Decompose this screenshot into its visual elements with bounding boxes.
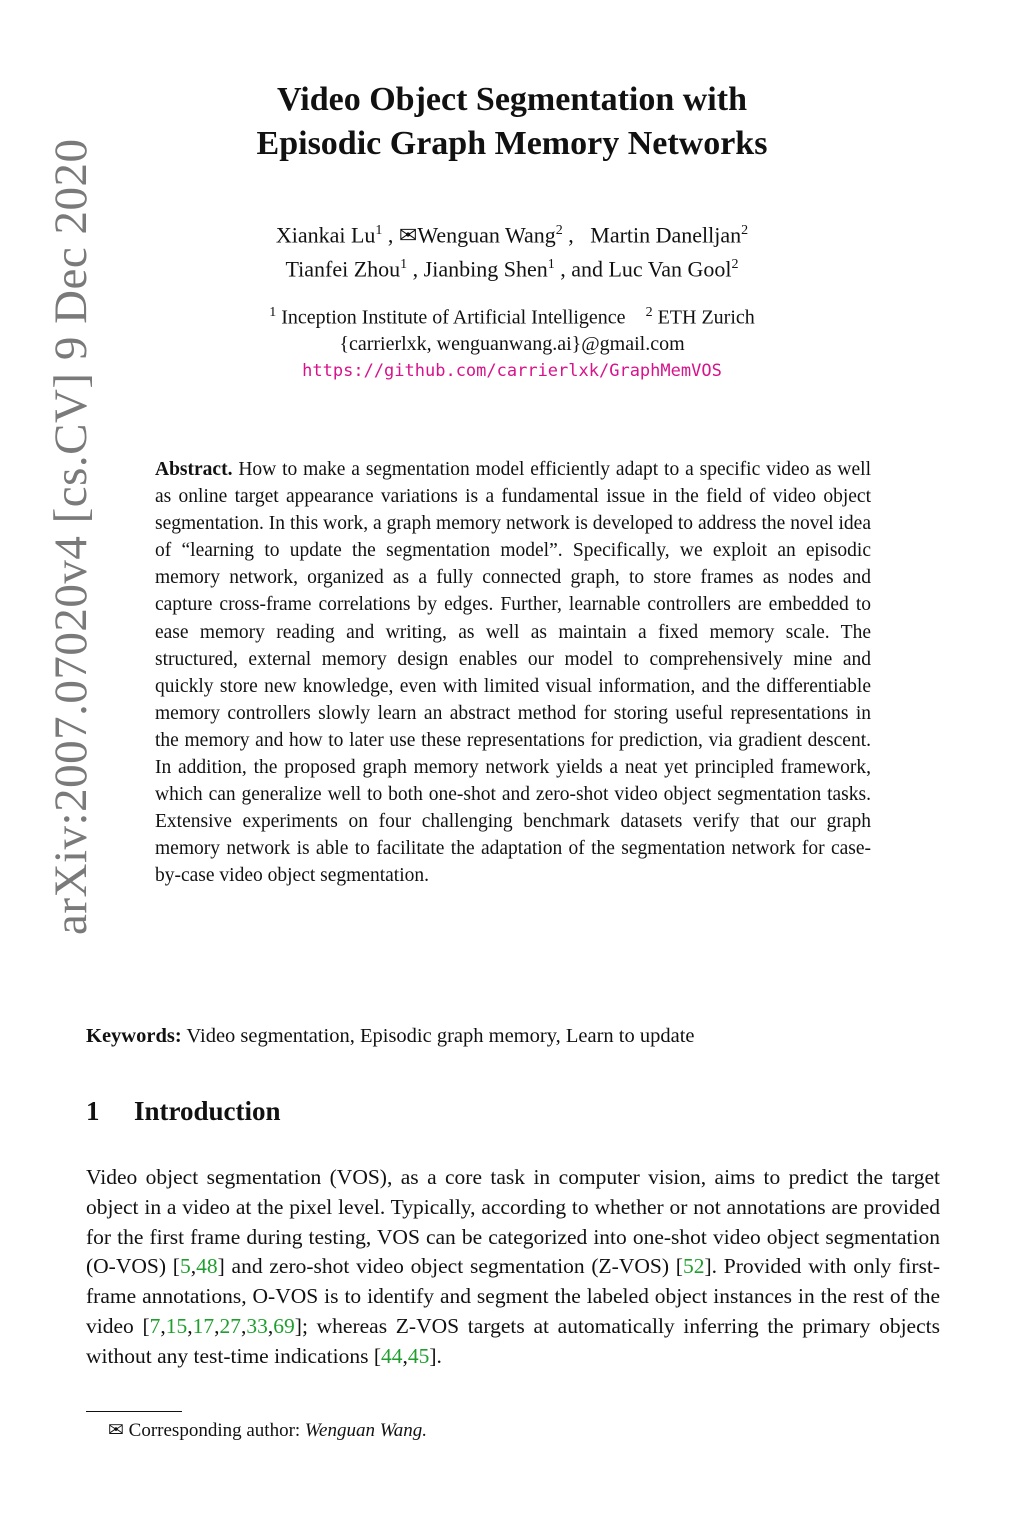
affiliation-mark: 2: [555, 223, 563, 238]
keywords-block: [86, 1022, 936, 1050]
intro-text: .: [436, 1343, 442, 1368]
code-repo-link[interactable]: https://github.com/carrierlxk/GraphMemVOS: [302, 360, 722, 381]
citation-link[interactable]: 5: [179, 1254, 191, 1279]
citation-link[interactable]: 45: [407, 1343, 430, 1368]
citation-link[interactable]: 7: [149, 1313, 161, 1338]
affiliation-mark: 1: [269, 305, 277, 320]
footnote-author-name: Wenguan Wang.: [304, 1420, 428, 1441]
title-line-1: Video Object Segmentation with: [277, 81, 747, 118]
intro-text: ; whereas Z-VOS targets at automatically inferring the primary objects without any test-time indications: [86, 1313, 940, 1368]
intro-text: Video object segmentation (VOS), as a core task in computer vision, aims to predict the target object in a video at the pixel level. Typically, according to whether or not annotations are provided for the first frame during testing, VOS can be categorized into one-shot video object segmentation (O-VOS): [86, 1165, 940, 1279]
affiliations: [150, 300, 874, 384]
author-line-2: Tianfei Zhou$^1$ , Jianbing Shen$^1$ , and Luc Van Gool$^2$: [285, 256, 739, 282]
affiliation-mark: 1: [547, 257, 555, 273]
intro-text: and zero-shot video object segmentation (Z-VOS): [224, 1254, 676, 1279]
abstract-block: [155, 456, 871, 890]
footnote-prefix: ✉ Corresponding author:: [108, 1420, 301, 1441]
author-name: Xiankai Lu: [275, 222, 376, 248]
affiliation-mark: 2: [645, 305, 653, 320]
footnote-rule: [86, 1411, 182, 1412]
affiliation-2: ETH Zurich: [657, 306, 755, 329]
paper-title: [150, 78, 874, 166]
citation-link[interactable]: 52: [682, 1254, 705, 1279]
citation-link[interactable]: 15: [165, 1313, 188, 1338]
email-line: {carrierlxk, wenguanwang.ai}@gmail.com: [339, 332, 685, 355]
footnote: [108, 1418, 427, 1444]
arxiv-side-stamp: arXiv:2007.07020v4 [cs.CV] 9 Dec 2020: [45, 138, 97, 935]
citation-link[interactable]: 44: [381, 1343, 403, 1368]
author-list: [150, 216, 874, 285]
author-line-1: Xiankai Lu$^1$ , ✉Wenguan Wang$^2$ , Martin Danelljan$^2$: [275, 222, 749, 248]
section-number: 1: [86, 1096, 100, 1126]
abstract-text: How to make a segmentation model efficiently adapt to a specific video as well as online target appearance variations is a fundamental issue in the field of video object segmentation. In this work, a graph memory network is developed to address the novel idea of “learning to update the segmentation model”. Specifically, we exploit an episodic memory network, organized as a fully connected graph, to store frames as nodes and capture cross-frame correlations by edges. Further, learnable controllers are embedded to ease memory reading and writing, as well as maintain a fixed memory scale. The structured, external memory design enables our model to comprehensively mine and quickly store new knowledge, even with limited visual information, and the differentiable memory controllers slowly learn an abstract method for storing useful representations in the memory and how to later use these representations for prediction, via gradient descent. In addition, the proposed graph memory network yields a neat yet principled framework, which can generalize well to both one-shot and zero-shot video object segmentation tasks. Extensive experiments on four challenging benchmark datasets verify that our graph memory network is able to facilitate the adaptation of the segmentation network for case-by-case video object segmentation.: [155, 459, 872, 887]
section-heading: [86, 1096, 281, 1127]
title-line-2: Episodic Graph Memory Networks: [256, 125, 768, 162]
affiliation-mark: 2: [741, 223, 749, 238]
author-name: Martin Danelljan: [590, 222, 742, 248]
affiliation-1: Inception Institute of Artificial Intelligence: [281, 306, 626, 329]
author-name: ✉Wenguan Wang: [398, 222, 556, 248]
citation-link[interactable]: 69: [273, 1313, 295, 1338]
section-title: Introduction: [134, 1096, 281, 1126]
keywords-label: Keywords:: [86, 1025, 182, 1047]
affiliation-mark: 1: [375, 223, 383, 238]
author-name: Tianfei Zhou: [285, 256, 401, 282]
author-name: and Luc Van Gool: [571, 256, 732, 282]
abstract-label: Abstract.: [155, 459, 233, 480]
citation-link[interactable]: 48: [196, 1254, 218, 1279]
citation-link[interactable]: 17: [192, 1313, 215, 1338]
affiliation-line: [150, 300, 874, 331]
intro-paragraph: Video object segmentation (VOS), as a core task in computer vision, aims to predict the target object in a video at the pixel level. Typically, according to whether or not annotations are provided for the first frame during testing, VOS can be categorized into one-shot video object segmentation (O-VOS) [5,48] and zero-shot video object segmentation (Z-VOS) [52]. Provided with only first-frame annotations, O-VOS is to identify and segment the labeled object instances in the rest of the video [7,15,17,27,33,69]; whereas Z-VOS targets at automatically inferring the primary objects without any test-time indications [44,45].: [86, 1165, 940, 1368]
affiliation-mark: 2: [731, 257, 739, 273]
intro-text: . Provided with only first-frame annotations, O-VOS is to identify and segment the labeled object instances in the rest of the video: [86, 1254, 940, 1338]
affiliation-mark: 1: [400, 257, 408, 273]
keywords-text: Video segmentation, Episodic graph memory, Learn to update: [186, 1025, 695, 1047]
citation-link[interactable]: 27: [219, 1313, 242, 1338]
author-name: Jianbing Shen: [423, 256, 548, 282]
citation-link[interactable]: 33: [246, 1313, 268, 1338]
